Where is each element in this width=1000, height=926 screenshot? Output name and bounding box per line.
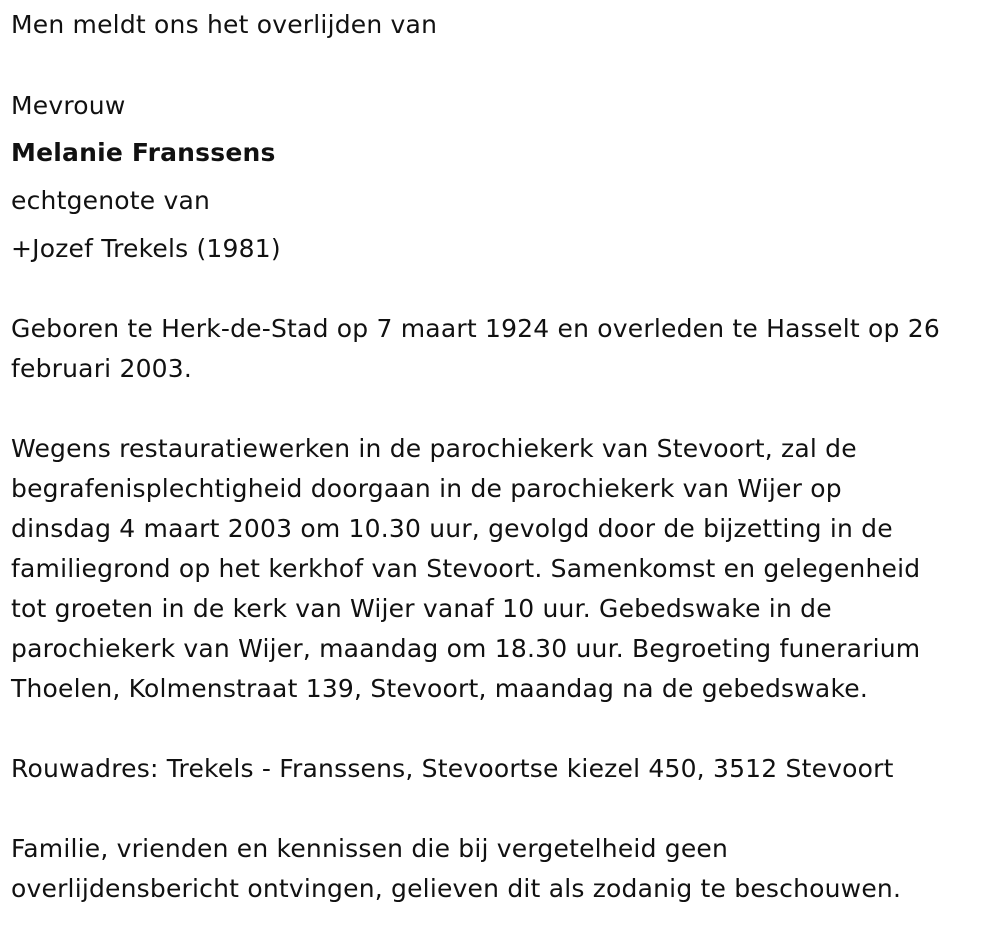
birth-death-line: februari 2003. — [11, 354, 193, 383]
funeral-line: dinsdag 4 maart 2003 om 10.30 uur, gevolgd door de bijzetting in de — [11, 514, 893, 543]
funeral-line: Wegens restauratiewerken in de parochiekerk van Stevoort, zal de — [11, 434, 857, 463]
spouse-name: +Jozef Trekels (1981) — [11, 234, 281, 263]
birth-death-paragraph — [11, 309, 987, 389]
mourning-address: Rouwadres: Trekels - Franssens, Stevoortse kiezel 450, 3512 Stevoort — [11, 754, 894, 783]
funeral-paragraph — [11, 429, 987, 709]
intro-text: Men meldt ons het overlijden van — [11, 10, 438, 39]
relation-text: echtgenote van — [11, 186, 211, 215]
funeral-line: begrafenisplechtigheid doorgaan in de parochiekerk van Wijer op — [11, 474, 842, 503]
birth-death-line: Geboren te Herk-de-Stad op 7 maart 1924 en overleden te Hasselt op 26 — [11, 314, 940, 343]
deceased-name: Melanie Franssens — [11, 138, 276, 167]
closing-paragraph — [11, 829, 987, 909]
funeral-line: Thoelen, Kolmenstraat 139, Stevoort, maandag na de gebedswake. — [11, 674, 868, 703]
closing-line: Familie, vrienden en kennissen die bij vergetelheid geen — [11, 834, 729, 863]
funeral-line: parochiekerk van Wijer, maandag om 18.30 uur. Begroeting funerarium — [11, 634, 921, 663]
closing-line: overlijdensbericht ontvingen, gelieven dit als zodanig te beschouwen. — [11, 874, 902, 903]
salutation: Mevrouw — [11, 91, 126, 120]
funeral-line: familiegrond op het kerkhof van Stevoort. Samenkomst en gelegenheid — [11, 554, 921, 583]
funeral-line: tot groeten in de kerk van Wijer vanaf 10 uur. Gebedswake in de — [11, 594, 832, 623]
